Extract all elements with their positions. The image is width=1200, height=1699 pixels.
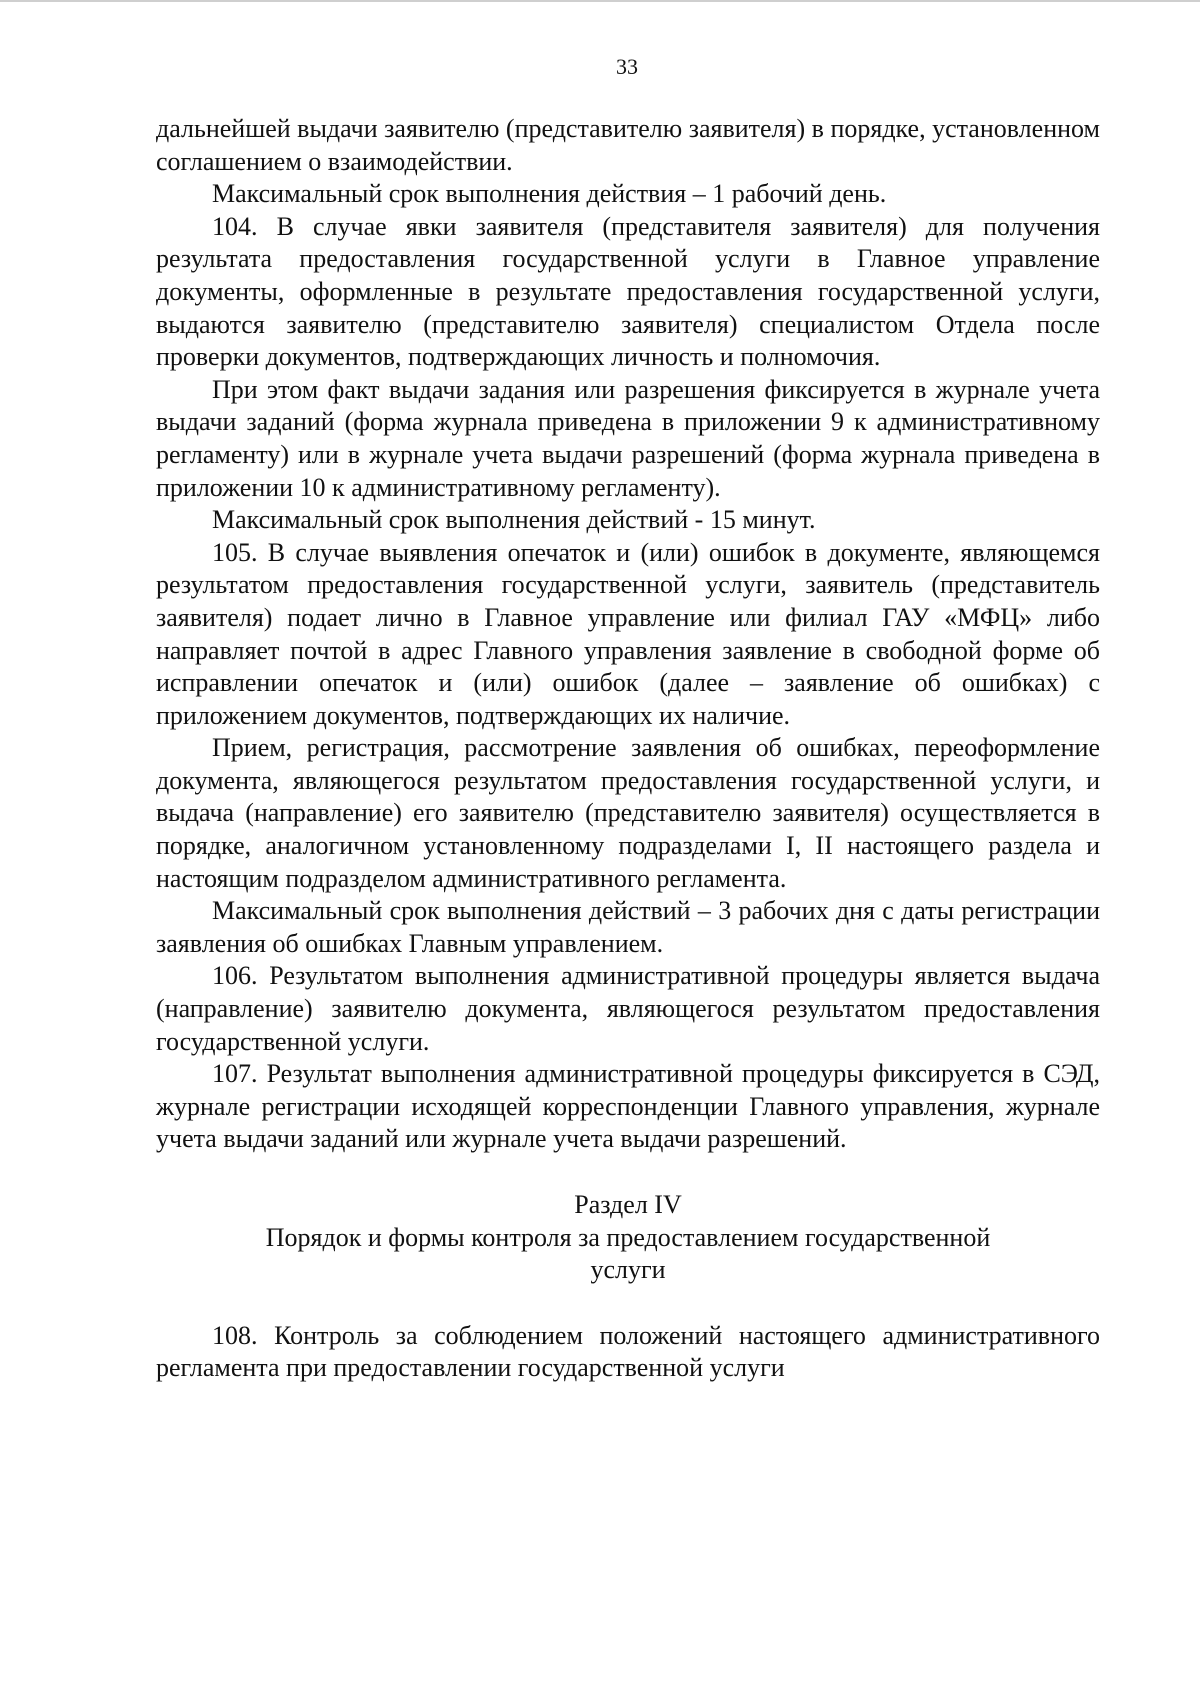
paragraph-deadline-1: Максимальный срок выполнения действия – 1 рабочий день.	[212, 179, 887, 209]
section-spacer	[156, 1287, 1100, 1320]
paragraph-deadline-2: Максимальный срок выполнения действий - 15 минут.	[212, 505, 816, 535]
paragraph-continuation: дальнейшей выдачи заявителю (представителю заявителя) в порядке, установленном соглашением о взаимодействии.	[156, 114, 1100, 176]
page-number: 33	[616, 54, 638, 79]
section-title: Порядок и формы контроля за предоставлением государственной услуги	[265, 1222, 991, 1285]
paragraph-107: 107. Результат выполнения административной процедуры фиксируется в СЭД, журнале регистрации исходящей корреспонденции Главного управления, журнале учета выдачи заданий или журнале учета выдачи разрешений.	[156, 1059, 1100, 1154]
paragraph-104: 104. В случае явки заявителя (представителя заявителя) для получения результата предоставления государственной услуги в Главное управление документы, оформленные в результате предоставления государственной услуги, выдаются заявителю (представителю заявителя) специалистом Отдела после проверки документов, подтверждающих личность и полномочия.	[156, 211, 1100, 372]
page-top-edge	[0, 0, 1200, 2]
document-body	[156, 113, 1100, 1385]
paragraph-105: 105. В случае выявления опечаток и (или) ошибок в документе, являющемся результатом предоставления государственной услуги, заявитель (представитель заявителя) подает лично в Главное управление или филиал ГАУ «МФЦ» либо направляет почтой в адрес Главного управления заявление в свободной форме об исправлении опечаток и (или) ошибок (далее – заявление об ошибках) с приложением документов, подтверждающих их наличие.	[156, 537, 1100, 730]
paragraph-errors-processing: Прием, регистрация, рассмотрение заявления об ошибках, переоформление документа, являющегося результатом предоставления государственной услуги, и выдача (направление) его заявителю (представителю заявителя) осуществляется в порядке, аналогичном установленному подразделами I, II настоящего раздела и настоящим подразделом административного регламента.	[156, 733, 1100, 893]
paragraph-106: 106. Результатом выполнения административной процедуры является выдача (направление) заявителю документа, являющегося результатом предоставления государственной услуги.	[156, 961, 1100, 1056]
section-label: Раздел IV	[574, 1190, 682, 1219]
paragraph-108: 108. Контроль за соблюдением положений настоящего административного регламента при предоставлении государственной услуги	[156, 1320, 1100, 1383]
paragraph-registration-journal: При этом факт выдачи задания или разрешения фиксируется в журнале учета выдачи заданий (форма журнала приведена в приложении 9 к административному регламенту) или в журнале учета выдачи разрешений (форма журнала приведена в приложении 10 к административному регламенту).	[156, 374, 1100, 502]
paragraph-deadline-3: Максимальный срок выполнения действий – 3 рабочих дня с даты регистрации заявления об ошибках Главным управлением.	[156, 896, 1100, 958]
